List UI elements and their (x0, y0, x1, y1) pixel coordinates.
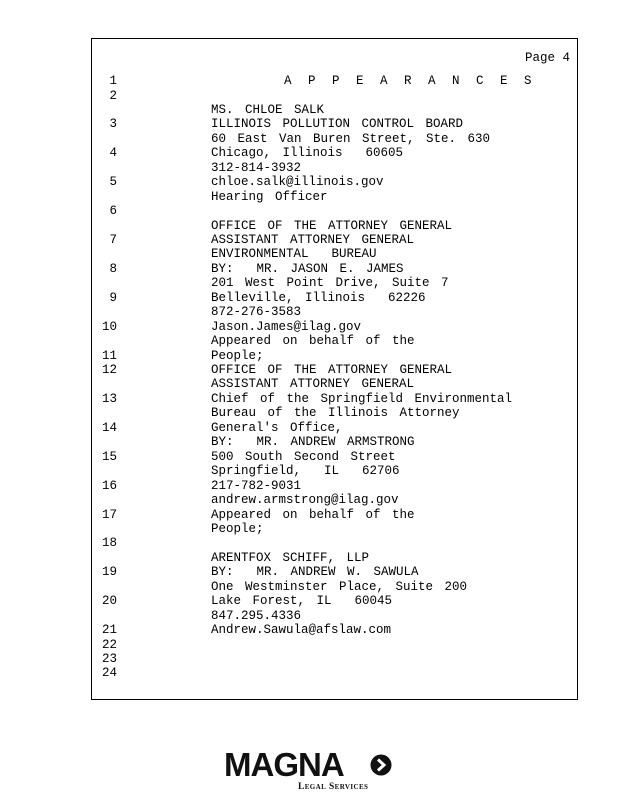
line-number: 17 (101, 507, 117, 522)
transcript-line (0, 623, 618, 637)
line-text: ASSISTANT ATTORNEY GENERAL (211, 232, 415, 247)
line-text: Andrew.Sawula@afslaw.com (211, 623, 392, 638)
transcript-line (0, 276, 618, 290)
transcript-line (0, 103, 618, 117)
line-number: 8 (109, 261, 117, 276)
line-number: 20 (101, 594, 117, 609)
transcript-line (0, 190, 618, 204)
line-text: ENVIRONMENTAL BUREAU (211, 247, 377, 262)
transcript-line (0, 392, 618, 406)
line-text: OFFICE OF THE ATTORNEY GENERAL (211, 363, 453, 377)
line-text: Chicago, Illinois 60605 (211, 146, 404, 161)
line-number: 23 (101, 652, 117, 666)
transcript-line (0, 565, 618, 579)
line-text: 872-276-3583 (211, 305, 302, 320)
line-number: 11 (101, 348, 117, 363)
transcript-line (0, 377, 618, 391)
line-text: ARENTFOX SCHIFF, LLP (211, 550, 370, 565)
transcript-line (0, 666, 618, 680)
line-number: 15 (101, 449, 117, 464)
line-text: People; (211, 348, 264, 363)
line-text: Hearing Officer (211, 189, 328, 204)
transcript-line (0, 247, 618, 261)
transcript-line (0, 89, 618, 103)
transcript-line (0, 421, 618, 435)
line-number: 3 (109, 117, 117, 132)
line-text: BY: MR. JASON E. JAMES (211, 261, 404, 276)
transcript-line (0, 204, 618, 218)
transcript-line (0, 580, 618, 594)
transcript-line (0, 363, 618, 377)
line-number: 24 (101, 666, 117, 681)
line-text: People; (211, 522, 264, 536)
line-number: 12 (101, 363, 117, 377)
line-text: Appeared on behalf of the (211, 507, 415, 522)
transcript-line (0, 479, 618, 493)
line-number: 7 (109, 232, 117, 247)
line-text: 217-782-9031 (211, 478, 302, 493)
line-text: Springfield, IL 62706 (211, 464, 400, 479)
transcript-line (0, 652, 618, 666)
line-text: Appeared on behalf of the (211, 334, 415, 349)
line-text: One Westminster Place, Suite 200 (211, 579, 468, 594)
transcript-line (0, 536, 618, 550)
line-text: 201 West Point Drive, Suite 7 (211, 276, 449, 291)
line-number: 19 (101, 565, 117, 580)
line-text: Bureau of the Illinois Attorney (211, 406, 460, 421)
transcript-line (0, 262, 618, 276)
transcript-line (0, 320, 618, 334)
transcript-line (0, 146, 618, 160)
line-number: 5 (109, 175, 117, 190)
transcript-line (0, 175, 618, 189)
line-number: 13 (101, 391, 117, 406)
line-text: BY: MR. ANDREW ARMSTRONG (211, 435, 415, 450)
magna-logo (224, 748, 394, 794)
transcript-line (0, 117, 618, 131)
transcript-line (0, 349, 618, 363)
chevron-right-circle-icon (370, 754, 392, 776)
logo-wordmark: MAGNA (224, 746, 344, 783)
line-number: 22 (101, 637, 117, 652)
line-text: Chief of the Springfield Environmental (211, 391, 513, 406)
line-text: 312-814-3932 (211, 160, 302, 175)
line-text: ASSISTANT ATTORNEY GENERAL (211, 377, 415, 392)
line-number: 14 (101, 420, 117, 435)
transcript-line (0, 406, 618, 420)
line-text: andrew.armstrong@ilag.gov (211, 493, 399, 507)
appearances-heading: A P P E A R A N C E S (284, 74, 537, 88)
transcript-line (0, 161, 618, 175)
transcript-line (0, 450, 618, 464)
line-text: General's Office, (211, 420, 343, 435)
line-number: 2 (109, 88, 117, 103)
line-number: 21 (101, 623, 117, 638)
transcript-line (0, 609, 618, 623)
logo-subtitle: Legal Services (298, 782, 369, 792)
line-text: ILLINOIS POLLUTION CONTROL BOARD (211, 117, 464, 132)
transcript-line (0, 305, 618, 319)
transcript-line (0, 132, 618, 146)
line-text: Belleville, Illinois 62226 (211, 290, 426, 305)
transcript-line (0, 233, 618, 247)
line-text: chloe.salk@illinois.gov (211, 175, 384, 190)
transcript-line (0, 551, 618, 565)
line-text: BY: MR. ANDREW W. SAWULA (211, 565, 419, 580)
transcript-line (0, 334, 618, 348)
transcript-line (0, 508, 618, 522)
transcript-line (0, 522, 618, 536)
transcript-line (0, 219, 618, 233)
line-number: 6 (109, 204, 117, 218)
page-number: Page 4 (525, 51, 571, 65)
line-number: 16 (101, 478, 117, 493)
transcript-line (0, 291, 618, 305)
line-text: Lake Forest, IL 60045 (211, 594, 393, 609)
transcript-line (0, 435, 618, 449)
line-text: Jason.James@ilag.gov (211, 319, 362, 334)
line-number: 1 (109, 74, 117, 88)
line-text: OFFICE OF THE ATTORNEY GENERAL (211, 218, 453, 233)
line-text: 500 South Second Street (211, 449, 396, 464)
line-number: 18 (101, 536, 117, 551)
line-text: 60 East Van Buren Street, Ste. 630 (211, 131, 491, 146)
line-text: 847.295.4336 (211, 608, 302, 623)
line-text: MS. CHLOE SALK (211, 102, 325, 117)
transcript-line (0, 638, 618, 652)
transcript-line (0, 74, 618, 88)
transcript-line (0, 493, 618, 507)
transcript-line (0, 594, 618, 608)
transcript-line (0, 464, 618, 478)
line-number: 9 (109, 290, 117, 305)
line-number: 4 (109, 146, 117, 161)
line-number: 10 (101, 319, 117, 334)
